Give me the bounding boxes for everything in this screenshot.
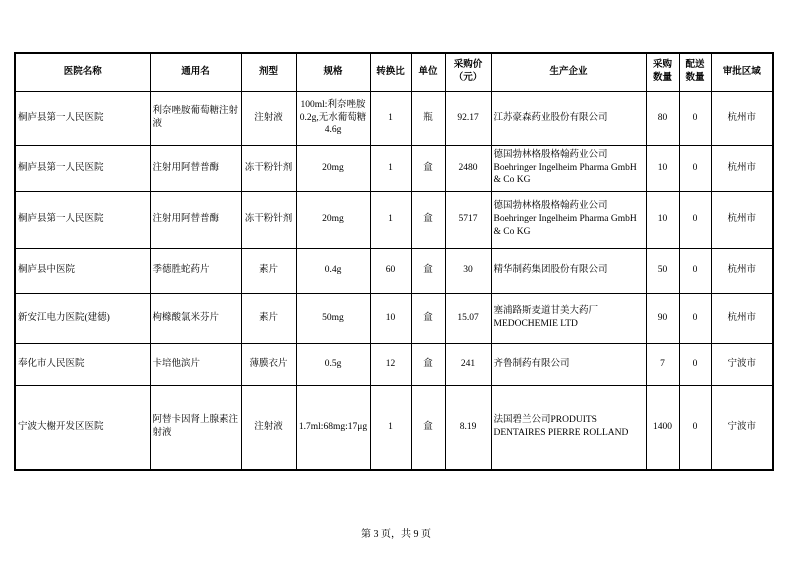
cell-generic-name: 注射用阿替普酶 <box>150 191 241 248</box>
cell-conversion-ratio: 12 <box>370 343 411 385</box>
cell-generic-name: 利奈唑胺葡萄糖注射液 <box>150 91 241 145</box>
cell-dosage-form: 冻干粉针剂 <box>241 145 296 191</box>
cell-spec: 0.5g <box>296 343 370 385</box>
cell-hospital: 宁波大榭开发区医院 <box>15 385 150 470</box>
table-row <box>15 145 773 191</box>
cell-purchase-qty: 90 <box>646 293 679 343</box>
cell-spec: 20mg <box>296 145 370 191</box>
cell-region: 杭州市 <box>711 191 773 248</box>
column-header-region: 审批区域 <box>711 53 773 91</box>
cell-region: 杭州市 <box>711 91 773 145</box>
cell-unit: 瓶 <box>411 91 445 145</box>
table-row <box>15 293 773 343</box>
cell-manufacturer: 齐鲁制药有限公司 <box>491 343 646 385</box>
column-header-generic-name: 通用名 <box>150 53 241 91</box>
cell-price: 15.07 <box>445 293 491 343</box>
cell-unit: 盒 <box>411 385 445 470</box>
cell-region: 宁波市 <box>711 343 773 385</box>
table-row <box>15 91 773 145</box>
cell-generic-name: 注射用阿替普酶 <box>150 145 241 191</box>
cell-hospital: 桐庐县第一人民医院 <box>15 91 150 145</box>
cell-hospital: 新安江电力医院(建德) <box>15 293 150 343</box>
cell-delivery-qty: 0 <box>679 145 711 191</box>
cell-price: 30 <box>445 248 491 293</box>
cell-dosage-form: 素片 <box>241 293 296 343</box>
cell-hospital: 奉化市人民医院 <box>15 343 150 385</box>
cell-purchase-qty: 50 <box>646 248 679 293</box>
cell-spec: 0.4g <box>296 248 370 293</box>
cell-conversion-ratio: 1 <box>370 91 411 145</box>
column-header-dosage-form: 剂型 <box>241 53 296 91</box>
cell-manufacturer: 江苏豪森药业股份有限公司 <box>491 91 646 145</box>
column-header-price: 采购价（元） <box>445 53 491 91</box>
cell-delivery-qty: 0 <box>679 293 711 343</box>
cell-delivery-qty: 0 <box>679 248 711 293</box>
cell-conversion-ratio: 1 <box>370 145 411 191</box>
cell-spec: 100ml:利奈唑胺0.2g,无水葡萄糖4.6g <box>296 91 370 145</box>
cell-spec: 50mg <box>296 293 370 343</box>
cell-price: 5717 <box>445 191 491 248</box>
cell-unit: 盒 <box>411 191 445 248</box>
cell-price: 241 <box>445 343 491 385</box>
page-indicator: 第 3 页，共 9 页 <box>361 529 431 540</box>
cell-price: 92.17 <box>445 91 491 145</box>
cell-generic-name: 阿替卡因肾上腺素注射液 <box>150 385 241 470</box>
cell-region: 杭州市 <box>711 145 773 191</box>
cell-manufacturer: 德国勃林格殷格翰药业公司 Boehringer Ingelheim Pharma GmbH & Co KG <box>491 145 646 191</box>
column-header-unit: 单位 <box>411 53 445 91</box>
cell-delivery-qty: 0 <box>679 91 711 145</box>
cell-region: 杭州市 <box>711 248 773 293</box>
cell-dosage-form: 注射液 <box>241 385 296 470</box>
table-row <box>15 385 773 470</box>
cell-hospital: 桐庐县第一人民医院 <box>15 145 150 191</box>
column-header-conversion-ratio: 转换比 <box>370 53 411 91</box>
column-header-delivery-qty: 配送数量 <box>679 53 711 91</box>
procurement-table <box>14 52 774 471</box>
cell-spec: 1.7ml:68mg:17μg <box>296 385 370 470</box>
column-header-hospital: 医院名称 <box>15 53 150 91</box>
column-header-purchase-qty: 采购数量 <box>646 53 679 91</box>
cell-manufacturer: 精华制药集团股份有限公司 <box>491 248 646 293</box>
table-row <box>15 248 773 293</box>
cell-unit: 盒 <box>411 343 445 385</box>
cell-dosage-form: 素片 <box>241 248 296 293</box>
cell-manufacturer: 德国勃林格殷格翰药业公司 Boehringer Ingelheim Pharma GmbH & Co KG <box>491 191 646 248</box>
cell-unit: 盒 <box>411 293 445 343</box>
cell-manufacturer: 塞浦路斯麦道甘美大药厂 MEDOCHEMIE LTD <box>491 293 646 343</box>
cell-generic-name: 季德胜蛇药片 <box>150 248 241 293</box>
cell-delivery-qty: 0 <box>679 343 711 385</box>
column-header-manufacturer: 生产企业 <box>491 53 646 91</box>
cell-purchase-qty: 10 <box>646 191 679 248</box>
cell-hospital: 桐庐县中医院 <box>15 248 150 293</box>
cell-conversion-ratio: 1 <box>370 385 411 470</box>
cell-conversion-ratio: 10 <box>370 293 411 343</box>
cell-dosage-form: 冻干粉针剂 <box>241 191 296 248</box>
cell-region: 宁波市 <box>711 385 773 470</box>
table-row <box>15 343 773 385</box>
table-row <box>15 191 773 248</box>
cell-price: 8.19 <box>445 385 491 470</box>
cell-dosage-form: 薄膜衣片 <box>241 343 296 385</box>
cell-delivery-qty: 0 <box>679 385 711 470</box>
cell-manufacturer: 法国碧兰公司PRODUITS DENTAIRES PIERRE ROLLAND <box>491 385 646 470</box>
cell-conversion-ratio: 1 <box>370 191 411 248</box>
cell-delivery-qty: 0 <box>679 191 711 248</box>
cell-purchase-qty: 10 <box>646 145 679 191</box>
cell-price: 2480 <box>445 145 491 191</box>
cell-purchase-qty: 7 <box>646 343 679 385</box>
cell-spec: 20mg <box>296 191 370 248</box>
column-header-spec: 规格 <box>296 53 370 91</box>
cell-unit: 盒 <box>411 145 445 191</box>
cell-generic-name: 枸橼酸氯米芬片 <box>150 293 241 343</box>
cell-conversion-ratio: 60 <box>370 248 411 293</box>
cell-dosage-form: 注射液 <box>241 91 296 145</box>
cell-region: 杭州市 <box>711 293 773 343</box>
cell-purchase-qty: 1400 <box>646 385 679 470</box>
table-header-row <box>15 53 773 91</box>
cell-unit: 盒 <box>411 248 445 293</box>
cell-hospital: 桐庐县第一人民医院 <box>15 191 150 248</box>
cell-purchase-qty: 80 <box>646 91 679 145</box>
cell-generic-name: 卡培他滨片 <box>150 343 241 385</box>
